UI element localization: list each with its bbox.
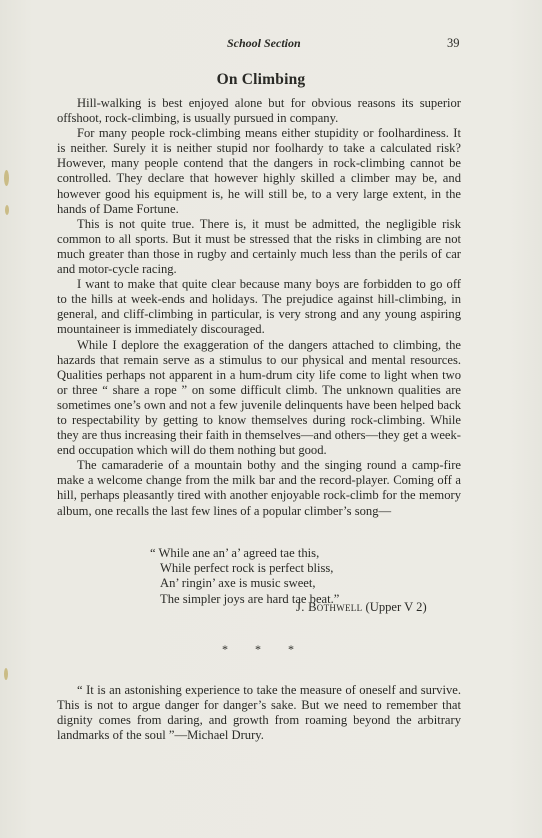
song-verse — [150, 546, 450, 607]
verse-line: While perfect rock is perfect bliss, — [160, 561, 334, 576]
paragraph: Hill-walking is best enjoyed alone but for obvious reasons its superior offshoot, rock-climbing, is usually pursued in company. — [57, 96, 461, 126]
paragraph: This is not quite true. There is, it must be admitted, the negligible risk common to all sports. But it must be stressed that the risks in climbing are not much greater than those in rugby and certainly much less than the perils of car and motor-cycle racing. — [57, 216, 461, 277]
author-signature — [296, 600, 427, 615]
article-body — [57, 96, 461, 519]
separator-star: * — [222, 642, 228, 656]
verse-line: An’ ringin’ axe is music sweet, — [160, 576, 316, 591]
paper-stain-mark — [4, 170, 9, 186]
paragraph: The camaraderie of a mountain bothy and the singing round a camp-fire make a welcome change from the milk bar and the record-player. Coming off a hill, perhaps pleasantly tired with another enjoyable rock-climb for the memory album, one recalls the last few lines of a popular climber’s song— — [57, 458, 461, 518]
section-separator — [222, 642, 321, 657]
section-title: School Section — [227, 36, 301, 50]
verse-line: “ While ane an’ a’ agreed tae this, — [150, 546, 320, 560]
author-name: J. Bothwell — [296, 600, 363, 614]
separator-star: * — [255, 642, 261, 656]
separator-star: * — [288, 642, 294, 656]
paragraph: While I deplore the exaggeration of the dangers attached to climbing, the hazards that remain serve as a stimulus to our physical and mental resources. Qualities perhaps not apparent in a hum-drum city life come to light when two or three “ share a rope ” on some difficult climb. The unknown qualities are sometimes one’s own and not a few juvenile delinquents have been helped back to respectability by getting to know themselves during rock-climbing. While they are thus increasing their faith in themselves—and others—they get a week-end occupation which will do them nothing but good. — [57, 337, 461, 458]
verse-line: The simpler joys are hard tae beat.” — [160, 591, 340, 606]
page-number: 39 — [447, 36, 460, 50]
author-form: (Upper V 2) — [365, 600, 427, 614]
paragraph: For many people rock-climbing means either stupidity or foolhardiness. It is neither. Surely it is neither stupid nor foolhardy to take a calculated risk? However, many people contend that the dangers in rock-climbing cannot be controlled. They declare that however highly skilled a climber may be, and however good his equipment is, he will still be, to a very large extent, in the hands of Dame Fortune. — [57, 126, 461, 216]
quote-text: “ It is an astonishing experience to take the measure of oneself and survive. This is not to argue danger for danger’s sake. But we need to remember that dignity comes from daring, and growth from roaming beyond the arbitrary landmarks of the soul ”—Michael Drury. — [57, 683, 461, 743]
paper-stain-mark — [4, 668, 8, 680]
article-title: On Climbing — [216, 71, 306, 88]
paragraph: I want to make that quite clear because many boys are forbidden to go off to the hills at week-ends and holidays. The prejudice against hill-climbing, in general, and cliff-climbing in particular, is very strong and any young aspiring mountaineer is immediately discouraged. — [57, 277, 461, 337]
paper-stain-mark — [5, 205, 9, 215]
closing-quote — [57, 683, 461, 743]
